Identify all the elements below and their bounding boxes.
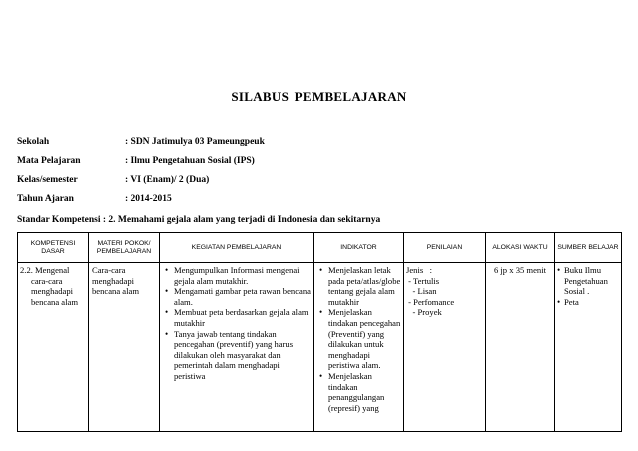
header-sumber-belajar: SUMBER BELAJAR xyxy=(555,233,622,263)
cell-materi-pokok xyxy=(89,263,160,432)
list-item: • Mengamati gambar peta rawan bencana alam. xyxy=(162,286,311,307)
meta-value: : 2014-2015 xyxy=(125,194,172,204)
page-title: SILABUS PEMBELAJARAN xyxy=(231,89,407,104)
list-item: • Peta xyxy=(557,297,619,308)
header-kompetensi-dasar: KOMPETENSI DASAR xyxy=(18,233,89,263)
meta-label: Kelas/semester xyxy=(17,175,78,185)
meta-value: : Ilmu Pengetahuan Sosial (IPS) xyxy=(125,156,255,166)
cell-alokasi-waktu xyxy=(486,263,555,432)
penilaian-line: - Proyek xyxy=(406,307,442,318)
penilaian-line: - Lisan xyxy=(406,286,437,297)
list-item: • Tanya jawab tentang tindakan pencegahan (preventif) yang harus dilakukan oleh masyarakat dan pemerintah dalam menghadapi peristiwa xyxy=(162,329,311,382)
meta-row-tahun-ajaran xyxy=(17,194,172,204)
cell-indikator xyxy=(314,263,404,432)
cell-kegiatan xyxy=(160,263,314,432)
meta-value: : SDN Jatimulya 03 Pameungpeuk xyxy=(125,137,265,147)
list-item: • Menjelaskan letak pada peta/atlas/globe tentang gejala alam mutakhir xyxy=(316,265,401,307)
header-kegiatan: KEGIATAN PEMBELAJARAN xyxy=(160,233,314,263)
cell-penilaian xyxy=(404,263,486,432)
penilaian-line: Jenis : xyxy=(406,265,433,275)
list-item: • Menjelaskan tindakan pencegahan (Preventif) yang dilakukan untuk menghadapi peristiwa alam. xyxy=(316,307,401,371)
list-item: • Menjelaskan tindakan penanggulangan (represif) yang xyxy=(316,371,401,413)
table-header-row xyxy=(18,233,622,263)
cell-sumber-belajar xyxy=(555,263,622,432)
list-item: • Buku Ilmu Pengetahuan Sosial . xyxy=(557,265,619,297)
meta-label: Tahun Ajaran xyxy=(17,194,74,204)
syllabus-table xyxy=(17,232,622,432)
table-row xyxy=(18,263,622,432)
meta-value: : VI (Enam)/ 2 (Dua) xyxy=(125,175,210,185)
meta-label: Sekolah xyxy=(17,137,50,147)
kegiatan-list xyxy=(162,265,311,382)
list-item: • Mengumpulkan Informasi mengenai gejala alam mutakhir. xyxy=(162,265,311,286)
penilaian-line: - Perfomance xyxy=(406,296,455,307)
header-indikator: INDIKATOR xyxy=(314,233,404,263)
list-item: • Membuat peta berdasarkan gejala alam mutakhir xyxy=(162,307,311,328)
meta-row-kelas-semester xyxy=(17,175,209,185)
header-penilaian: PENILAIAN xyxy=(404,233,486,263)
indikator-list xyxy=(316,265,401,413)
meta-row-mata-pelajaran xyxy=(17,156,255,166)
header-materi-pokok: MATERI POKOK/ PEMBELAJARAN xyxy=(89,233,160,263)
header-alokasi-waktu: ALOKASI WAKTU xyxy=(486,233,555,263)
meta-row-sekolah xyxy=(17,137,265,147)
penilaian-line: - Tertulis xyxy=(406,275,440,286)
materi-pokok-text: Cara-cara menghadapi bencana alam xyxy=(92,265,139,297)
meta-label: Mata Pelajaran xyxy=(17,156,81,166)
kompetensi-dasar-text: 2.2. Mengenal cara-cara menghadapi bencana alam xyxy=(20,265,78,307)
alokasi-waktu-text: 6 jp x 35 menit xyxy=(493,265,547,275)
sumber-belajar-list xyxy=(557,265,619,307)
standar-kompetensi: Standar Kompetensi : 2. Memahami gejala alam yang terjadi di Indonesia dan sekitarnya xyxy=(17,215,381,225)
cell-kompetensi-dasar xyxy=(18,263,89,432)
